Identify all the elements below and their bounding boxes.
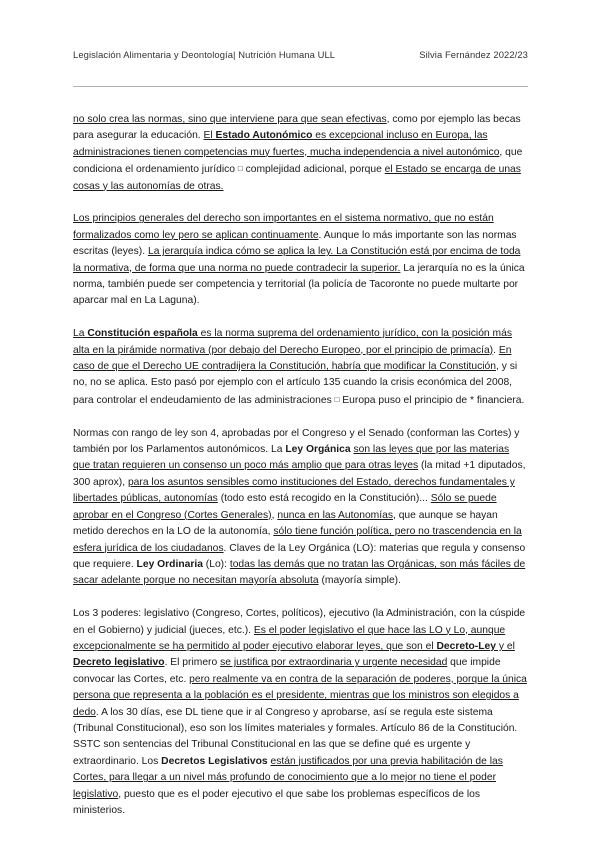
paragraph-constitucion (73, 326, 528, 409)
text-span: es la norma suprema del ordenamiento jurídico, con la posición más alta en la pirámide normativa (por debajo del Derecho Europeo, por el principio de primacía) (73, 328, 512, 356)
text-span: . A los 30 días, ese DL tiene que ir al Congreso y aprobarse, así se regula este sistema (Tribunal Constitucional), eso son los límites materiales y formales. Artículo 86 de la Constitución. SSTC son sentencias del Tribunal Constitucional en las que se define qué es urgente y extraordinario. Los (73, 706, 518, 767)
bold-term: Constitución española (87, 328, 198, 340)
text-span: , como por ejemplo las becas para asegurar la educación. (73, 114, 521, 142)
text-span: para los asuntos sensibles como instituciones del Estado, derechos fundamentales y libertades públicas, autonomías (73, 476, 515, 505)
bold-term: Ley Orgánica (285, 444, 351, 456)
paragraph-estado (73, 112, 528, 195)
text-span: , que aunque se hayan metido derechos en la LO de la autonomía, (73, 509, 498, 538)
text-span: y el (495, 640, 515, 652)
text-span: Los 3 poderes: legislativo (Congreso, Cortes, políticos), ejecutivo (la Administración, con la cúspide en el Gobierno) y judicial (jueces, etc.). (73, 608, 526, 636)
arrow-glyph: □ (237, 164, 243, 174)
text-span: (Lo): (202, 558, 230, 570)
document-body (73, 112, 528, 836)
text-span: Normas con rango de ley son 4, aprobadas por el Congreso y el Senado (conforman las Cortes) y también por los Parlamentos autonómicos. La (73, 427, 520, 456)
text-span: La jerarquía indica cómo se aplica la ley. La Constitución está por encima de toda la normativa, de forma que una norma no puede contradecir la superior. (73, 246, 521, 274)
bold-term: Ley Ordinaria (136, 558, 203, 570)
text-span: Sólo se puede aprobar en el Congreso (Cortes Generales) (73, 493, 497, 521)
text-span: se justifica por extraordinaria y urgente necesidad (220, 657, 448, 669)
text-span: (mayoría simple). (318, 575, 401, 587)
text-span: , puesto que es el poder ejecutivo el que sabe los problemas específicos de los ministerios. (73, 788, 480, 816)
text-span: nunca en las Autonomías (277, 509, 393, 521)
text-span: Los principios generales del derecho son importantes en el sistema normativo, que no están formalizados como ley pero se aplican continuamente (73, 213, 494, 241)
text-span: . Aunque lo más importante son las normas escritas (leyes). (73, 229, 517, 258)
text-span: . Claves de la Ley Orgánica (LO): materias que regula y consenso que requiere. (73, 542, 526, 570)
text-span: . El primero (164, 657, 221, 669)
text-span: todas las demás que no tratan las Orgánicas, son más fáciles de sacar adelante porque no necesitan mayoría absoluta (73, 558, 526, 587)
header-author-year: Silvia Fernández 2022/23 (419, 49, 528, 60)
paragraph-poderes (73, 606, 528, 819)
text-span: , y si no, no se aplica. Esto pasó por ejemplo con el artículo 135 cuando la crisis económica del 2008, para controlar el endeudamiento de las administraciones (73, 361, 518, 406)
text-span: La jerarquía no es la única norma, también puede ser competencia y territorial (la policía de Tacoronte no puede multarte por aparcar mal en La Laguna). (73, 262, 525, 307)
text-span: . (493, 344, 499, 356)
text-span: El (203, 130, 216, 142)
text-span: son las leyes que por las materias que tratan requieren un consenso un poco más amplio que para otras leyes (73, 444, 510, 472)
bold-term: Estado Autonómico (215, 130, 313, 142)
text-span: sólo tiene función política, pero no trascendencia en la esfera jurídica de los ciudadanos (73, 526, 522, 554)
text-span: no solo crea las normas, sino que interviene para que sean efectivas (73, 114, 387, 125)
bold-term: Decreto-Ley (436, 640, 496, 652)
text-span: es excepcional incluso en Europa, las administraciones tienen competencias muy fuertes, mucha independencia a nivel autonómico (73, 130, 500, 158)
paragraph-principios (73, 211, 528, 309)
text-span: están justificados por una previa habilitación de las Cortes, para llegar a un nivel más profundo de conocimiento que a lo mejor no tiene el poder legislativo (73, 755, 503, 800)
bold-term: Decretos Legislativos (161, 755, 268, 767)
bold-term: Decreto legislativo (73, 657, 165, 669)
text-span: (todo esto está recogido en la Constitución)... (217, 493, 431, 505)
paragraph-normas-rango-ley (73, 426, 528, 590)
text-span: pero realmente va en contra de la separación de poderes, porque la única persona que representa a la población es el presidente, mientras que los ministros son elegidos a dedo (73, 673, 527, 718)
text-span: En caso de que el Derecho UE contradijera la Constitución, habría que modificar la Constitución (73, 344, 512, 373)
text-span: La (73, 328, 88, 340)
text-span: el Estado se encarga de unas cosas y las autonomías de otras. (73, 164, 521, 192)
header-divider (73, 86, 528, 87)
text-span: Es el poder legislativo el que hace las LO y Lo, aunque excepcionalmente se ha permitido al poder ejecutivo elaborar leyes, que son el (73, 624, 506, 652)
arrow-glyph: □ (334, 394, 340, 404)
text-span: complejidad adicional, porque (242, 164, 385, 176)
text-span: , (271, 509, 278, 521)
text-span: que impide convocar las Cortes, etc. (73, 657, 501, 685)
text-span: , que condiciona el ordenamiento jurídico (73, 146, 523, 176)
text-span: Europa puso el principio de * financiera. (339, 394, 525, 406)
header-course-title: Legislación Alimentaria y Deontología| Nutrición Humana ULL (73, 49, 336, 60)
text-span: (la mitad +1 diputados, 300 aprox), (73, 460, 526, 488)
